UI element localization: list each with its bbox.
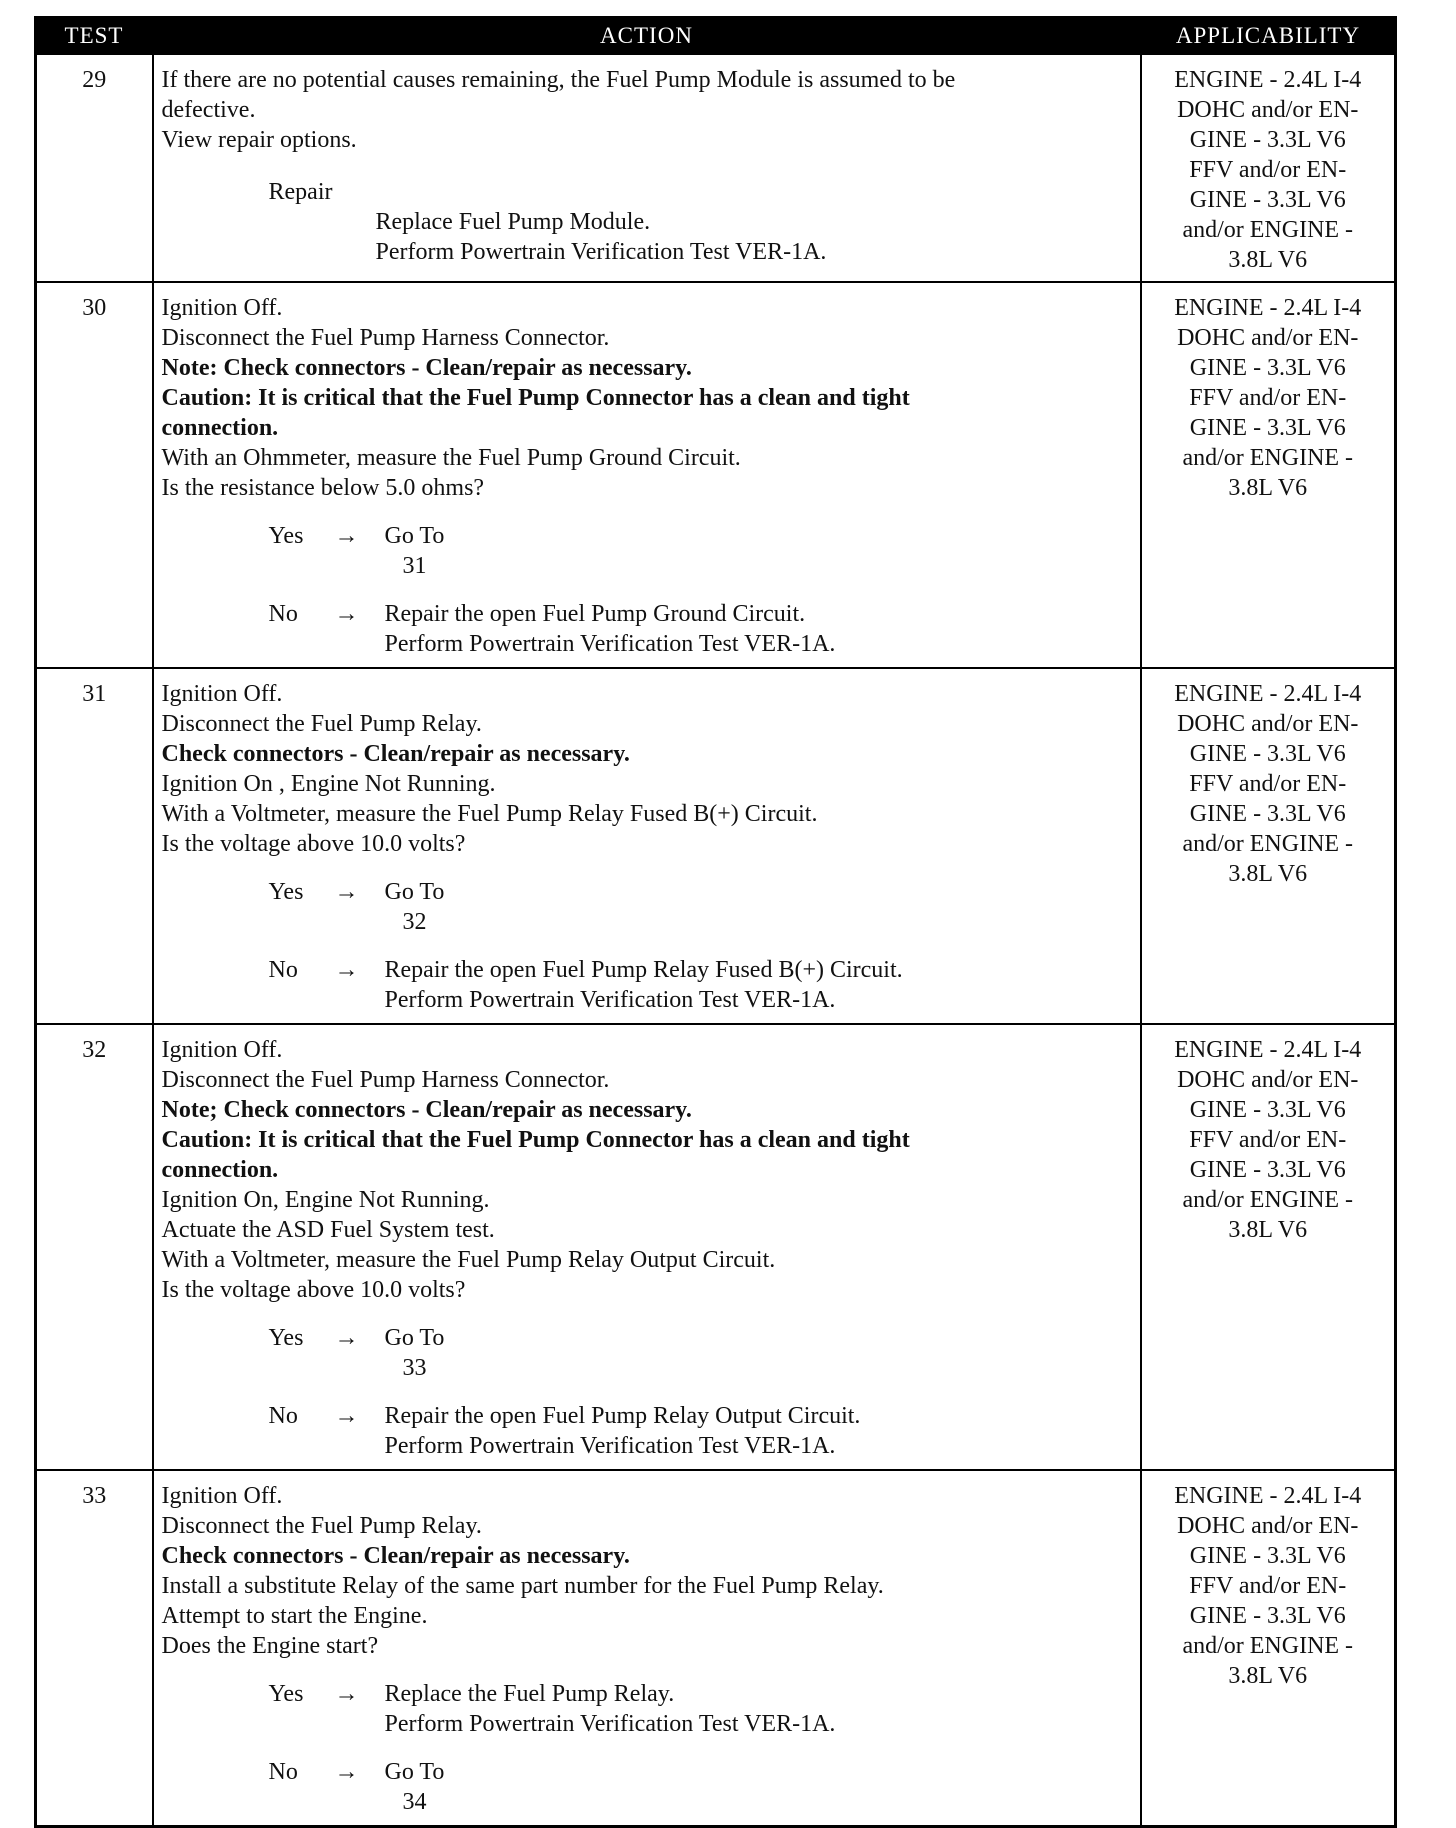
action-line: With a Voltmeter, measure the Fuel Pump Relay Output Circuit. <box>161 1247 776 1273</box>
applicability-cell <box>1141 668 1396 1024</box>
action-line: Disconnect the Fuel Pump Harness Connector. <box>161 1067 610 1093</box>
note-line: Check connectors - Clean/repair as necessary. <box>161 741 630 767</box>
action-line: With a Voltmeter, measure the Fuel Pump Relay Fused B(+) Circuit. <box>161 801 818 827</box>
no-label: No <box>268 1759 298 1785</box>
no-label: No <box>268 1403 298 1429</box>
applicability-line: GINE - 3.3L V6 <box>1189 741 1346 767</box>
action-line: Is the resistance below 5.0 ohms? <box>161 475 485 501</box>
header-test: TEST <box>36 18 153 55</box>
action-line: Actuate the ASD Fuel System test. <box>161 1217 495 1243</box>
applicability-line: GINE - 3.3L V6 <box>1189 1603 1346 1629</box>
caution-line: Caution: It is critical that the Fuel Pump Connector has a clean and tight <box>161 1127 910 1153</box>
applicability-line: DOHC and/or EN- <box>1177 1513 1359 1539</box>
applicability-line: FFV and/or EN- <box>1189 157 1347 183</box>
applicability-line: FFV and/or EN- <box>1189 771 1347 797</box>
applicability-line: and/or ENGINE - <box>1182 445 1354 471</box>
applicability-line: 3.8L V6 <box>1228 861 1308 887</box>
test-number: 32 <box>36 1024 153 1470</box>
header-applicability: APPLICABILITY <box>1141 18 1396 55</box>
no-line: Repair the open Fuel Pump Relay Fused B(+) Circuit. <box>384 957 903 983</box>
applicability-line: FFV and/or EN- <box>1189 1573 1347 1599</box>
goto-label: Go To <box>384 523 445 549</box>
action-line: Attempt to start the Engine. <box>161 1603 428 1629</box>
applicability-line: DOHC and/or EN- <box>1177 1067 1359 1093</box>
goto-text <box>385 1323 1132 1383</box>
applicability-line: GINE - 3.3L V6 <box>1189 1157 1346 1183</box>
action-line: If there are no potential causes remaining, the Fuel Pump Module is assumed to be <box>161 67 956 93</box>
action-line: defective. <box>161 97 256 123</box>
no-branch <box>162 1757 1132 1817</box>
action-line: Disconnect the Fuel Pump Relay. <box>161 711 482 737</box>
no-line: Repair the open Fuel Pump Relay Output Circuit. <box>384 1403 861 1429</box>
action-line: Ignition Off. <box>161 1483 283 1509</box>
action-cell <box>153 1024 1141 1470</box>
applicability-cell <box>1141 54 1396 282</box>
applicability-line: GINE - 3.3L V6 <box>1189 187 1346 213</box>
no-line: Perform Powertrain Verification Test VER-1A. <box>384 631 836 657</box>
no-text <box>385 955 1132 1015</box>
table-row <box>36 282 1396 668</box>
action-line: Install a substitute Relay of the same part number for the Fuel Pump Relay. <box>161 1573 884 1599</box>
action-cell <box>153 1470 1141 1827</box>
arrow-icon: → <box>334 523 359 549</box>
goto-number: 33 <box>402 1355 427 1381</box>
header-action: ACTION <box>153 18 1141 55</box>
applicability-line: and/or ENGINE - <box>1182 217 1354 243</box>
action-cell <box>153 668 1141 1024</box>
applicability-line: GINE - 3.3L V6 <box>1189 355 1346 381</box>
yes-label: Yes <box>268 879 304 905</box>
no-line: Perform Powertrain Verification Test VER-1A. <box>384 1433 836 1459</box>
diagnostic-page <box>34 16 1394 1828</box>
table-row <box>36 1024 1396 1470</box>
goto-text <box>385 877 1132 937</box>
action-line: Ignition On , Engine Not Running. <box>161 771 496 797</box>
action-line: Is the voltage above 10.0 volts? <box>161 831 466 857</box>
applicability-line: ENGINE - 2.4L I-4 <box>1174 681 1362 707</box>
goto-label: Go To <box>384 879 445 905</box>
action-line: Ignition Off. <box>161 681 283 707</box>
applicability-line: and/or ENGINE - <box>1182 831 1354 857</box>
applicability-line: DOHC and/or EN- <box>1177 325 1359 351</box>
applicability-line: GINE - 3.3L V6 <box>1189 801 1346 827</box>
yes-branch <box>162 877 1132 937</box>
header-row <box>36 18 1396 55</box>
yes-branch <box>162 1323 1132 1383</box>
applicability-line: DOHC and/or EN- <box>1177 711 1359 737</box>
action-line: Does the Engine start? <box>161 1633 379 1659</box>
note-line: Note; Check connectors - Clean/repair as necessary. <box>161 1097 692 1123</box>
applicability-line: FFV and/or EN- <box>1189 1127 1347 1153</box>
repair-line: Replace Fuel Pump Module. <box>375 209 651 235</box>
goto-number: 34 <box>402 1789 427 1815</box>
note-line: Note: Check connectors - Clean/repair as necessary. <box>161 355 692 381</box>
applicability-cell <box>1141 282 1396 668</box>
test-number: 29 <box>36 54 153 282</box>
applicability-line: ENGINE - 2.4L I-4 <box>1174 1483 1362 1509</box>
action-cell <box>153 54 1141 282</box>
action-line: View repair options. <box>161 127 357 153</box>
yes-label: Yes <box>268 1325 304 1351</box>
yes-label: Yes <box>268 523 304 549</box>
arrow-icon: → <box>334 601 359 627</box>
yes-text <box>385 1679 1132 1739</box>
applicability-line: GINE - 3.3L V6 <box>1189 415 1346 441</box>
action-line: Ignition Off. <box>161 295 283 321</box>
table-row <box>36 54 1396 282</box>
goto-number: 31 <box>402 553 427 579</box>
applicability-line: GINE - 3.3L V6 <box>1189 1097 1346 1123</box>
action-line: Ignition Off. <box>161 1037 283 1063</box>
goto-label: Go To <box>384 1325 445 1351</box>
no-text <box>385 1401 1132 1461</box>
arrow-icon: → <box>334 1681 359 1707</box>
repair-line: Perform Powertrain Verification Test VER-1A. <box>375 239 827 265</box>
repair-title: Repair <box>268 179 333 205</box>
goto-text <box>385 1757 1132 1817</box>
action-line: Disconnect the Fuel Pump Harness Connector. <box>161 325 610 351</box>
goto-number: 32 <box>402 909 427 935</box>
arrow-icon: → <box>334 957 359 983</box>
yes-line: Perform Powertrain Verification Test VER-1A. <box>384 1711 836 1737</box>
no-branch <box>162 955 1132 1015</box>
test-number: 33 <box>36 1470 153 1827</box>
table-row <box>36 668 1396 1024</box>
applicability-line: DOHC and/or EN- <box>1177 97 1359 123</box>
caution-line: connection. <box>161 1157 279 1183</box>
applicability-cell <box>1141 1024 1396 1470</box>
diagnostic-table <box>34 16 1397 1828</box>
yes-label: Yes <box>268 1681 304 1707</box>
arrow-icon: → <box>334 879 359 905</box>
no-line: Repair the open Fuel Pump Ground Circuit. <box>384 601 806 627</box>
applicability-line: FFV and/or EN- <box>1189 385 1347 411</box>
test-number: 30 <box>36 282 153 668</box>
table-row <box>36 1470 1396 1827</box>
action-line: Disconnect the Fuel Pump Relay. <box>161 1513 482 1539</box>
action-cell <box>153 282 1141 668</box>
action-line: With an Ohmmeter, measure the Fuel Pump Ground Circuit. <box>161 445 741 471</box>
arrow-icon: → <box>334 1759 359 1785</box>
caution-line: connection. <box>161 415 279 441</box>
applicability-line: and/or ENGINE - <box>1182 1633 1354 1659</box>
applicability-line: ENGINE - 2.4L I-4 <box>1174 295 1362 321</box>
no-branch <box>162 599 1132 659</box>
goto-text <box>385 521 1132 581</box>
no-text <box>385 599 1132 659</box>
no-label: No <box>268 601 298 627</box>
test-number: 31 <box>36 668 153 1024</box>
applicability-line: 3.8L V6 <box>1228 1217 1308 1243</box>
action-line: Is the voltage above 10.0 volts? <box>161 1277 466 1303</box>
applicability-line: 3.8L V6 <box>1228 475 1308 501</box>
applicability-line: 3.8L V6 <box>1228 1663 1308 1689</box>
note-line: Check connectors - Clean/repair as necessary. <box>161 1543 630 1569</box>
applicability-line: ENGINE - 2.4L I-4 <box>1174 67 1362 93</box>
applicability-line: GINE - 3.3L V6 <box>1189 127 1346 153</box>
caution-line: Caution: It is critical that the Fuel Pump Connector has a clean and tight <box>161 385 910 411</box>
arrow-icon: → <box>334 1403 359 1429</box>
yes-line: Replace the Fuel Pump Relay. <box>384 1681 675 1707</box>
applicability-cell <box>1141 1470 1396 1827</box>
applicability-line: ENGINE - 2.4L I-4 <box>1174 1037 1362 1063</box>
applicability-line: GINE - 3.3L V6 <box>1189 1543 1346 1569</box>
no-branch <box>162 1401 1132 1461</box>
goto-label: Go To <box>384 1759 445 1785</box>
applicability-line: and/or ENGINE - <box>1182 1187 1354 1213</box>
action-line: Ignition On, Engine Not Running. <box>161 1187 490 1213</box>
applicability-line: 3.8L V6 <box>1228 247 1308 273</box>
no-label: No <box>268 957 298 983</box>
yes-branch <box>162 521 1132 581</box>
yes-branch <box>162 1679 1132 1739</box>
arrow-icon: → <box>334 1325 359 1351</box>
no-line: Perform Powertrain Verification Test VER-1A. <box>384 987 836 1013</box>
